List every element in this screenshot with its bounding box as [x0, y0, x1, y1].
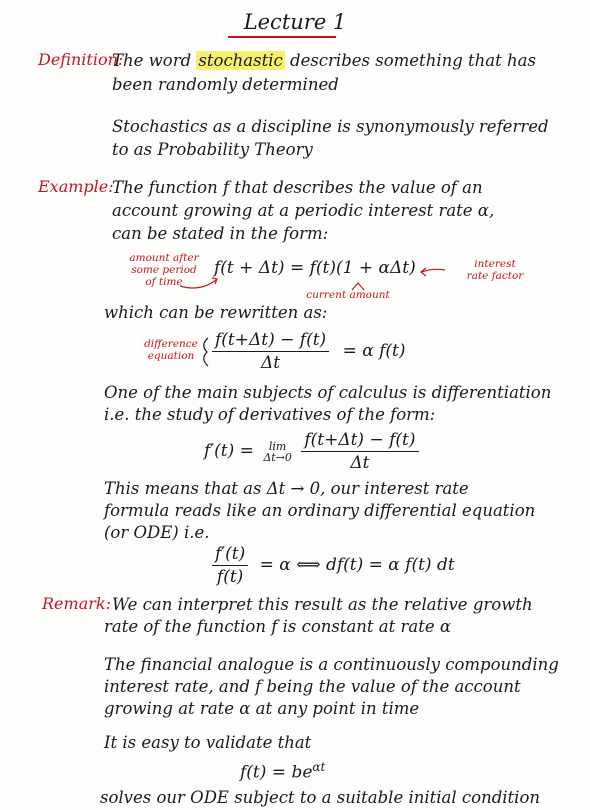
definition-text-after: describes something that has [284, 51, 536, 70]
derivative-fraction: $\frac{f(t+\Delta t) - f(t)}{\Delta t}$ [301, 430, 418, 473]
calculus-line-1: One of the main subjects of calculus is differentiation [104, 383, 552, 402]
equation-difference: $\frac{f(t+\Delta t) - f(t)}{\Delta t}$ = α f(t) [212, 330, 406, 373]
example-line-3: can be stated in the form: [112, 224, 329, 243]
note-amount-after: amount after some period of time [129, 252, 199, 288]
definition-line-2: been randomly determined [112, 75, 339, 94]
remark-line-2: rate of the function f is constant at rate α [104, 617, 452, 636]
remark-line-1: We can interpret this result as the relative growth [112, 595, 533, 614]
equation-derivative: f′(t) = lim Δt→0 $\frac{f(t+\Delta t) - f(t)}{\Delta t}$ [204, 430, 419, 473]
example-line-1: The function f that describes the value of an [112, 178, 483, 197]
means-line-2: formula reads like an ordinary differential equation [104, 501, 536, 520]
equation-ode: $\frac{f'(t)}{f(t)}$ = α ⟺ df(t) = α f(t) dt [212, 544, 455, 587]
note-difference-equation: difference equation [144, 338, 198, 362]
calculus-line-2: i.e. the study of derivatives of the form: [104, 405, 436, 424]
limit-operator: lim Δt→0 [263, 439, 292, 464]
remark-label: Remark: [42, 594, 111, 613]
note-current-amount: current amount [306, 289, 390, 301]
financial-line-1: The financial analogue is a continuously compounding [104, 655, 559, 674]
page-title: Lecture 1 [243, 10, 347, 34]
rewrite-line: which can be rewritten as: [104, 303, 328, 322]
financial-line-3: growing at rate α at any point in time [104, 699, 420, 718]
highlighted-word: stochastic [198, 51, 283, 70]
validate-line: It is easy to validate that [104, 733, 312, 752]
equation-growth: f(t + Δt) = f(t)(1 + αΔt) [214, 258, 416, 278]
financial-line-2: interest rate, and f being the value of the account [104, 677, 521, 696]
solves-line: solves our ODE subject to a suitable initial condition [100, 788, 541, 807]
difference-fraction: $\frac{f(t+\Delta t) - f(t)}{\Delta t}$ [212, 330, 329, 373]
definition-para2-line-2: to as Probability Theory [112, 140, 313, 159]
means-line-3: (or ODE) i.e. [104, 523, 210, 542]
definition-text-before: The word [112, 51, 197, 70]
definition-para2-line-1: Stochastics as a discipline is synonymously referred [112, 117, 549, 136]
equation-solution: $f(t) = be^{\alpha t}$ [240, 760, 326, 783]
example-label: Example: [38, 177, 114, 196]
note-interest-rate-factor: interest rate factor [466, 258, 524, 282]
example-line-2: account growing at a periodic interest rate α, [112, 201, 495, 220]
means-line-1: This means that as Δt → 0, our interest rate [104, 479, 469, 498]
definition-label: Definition: [38, 50, 124, 69]
ode-fraction: $\frac{f'(t)}{f(t)}$ [212, 544, 248, 587]
